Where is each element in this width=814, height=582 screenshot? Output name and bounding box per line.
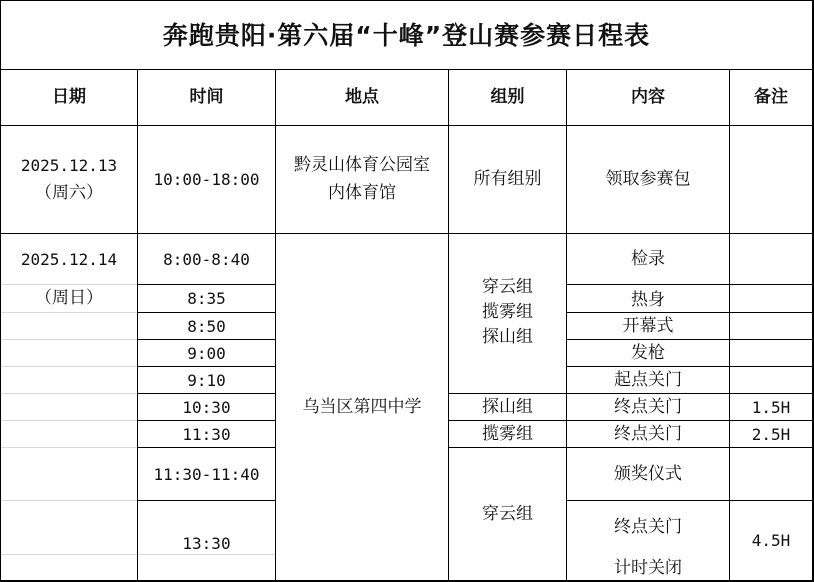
faint-rule-3 [1, 339, 137, 340]
day2-content-5: 起点关门 [614, 370, 682, 390]
day2-time-8: 11:30-11:40 [153, 464, 260, 484]
day2-time-5: 9:10 [187, 370, 226, 390]
header-time: 时间 [189, 87, 224, 107]
day1-place-line2: 内体育馆 [328, 183, 396, 203]
day2-note-2: 2.5H [751, 424, 791, 444]
day2-group-2: 揽雾组 [482, 302, 533, 322]
header-place: 地点 [345, 87, 379, 107]
day2-content-9: 终点关门 [614, 516, 682, 537]
faint-rule-4 [1, 366, 137, 367]
day2-group-3: 探山组 [482, 327, 533, 347]
day1-place-line1: 黔灵山体育公园室 [294, 155, 430, 175]
day2-time-7: 11:30 [182, 424, 231, 444]
day2-content-3: 开幕式 [622, 316, 674, 336]
rule-content-3 [566, 339, 814, 340]
day2-time-4: 9:00 [187, 343, 226, 363]
day1-date: 2025.12.13 [20, 156, 118, 175]
day2-content-1: 检录 [631, 248, 665, 269]
day1-time: 10:00-18:00 [153, 170, 260, 189]
day2-weekday: （周日） [35, 288, 103, 308]
header-notes: 备注 [754, 87, 788, 107]
day2-time-1: 8:00-8:40 [163, 249, 250, 269]
day2-time-3: 8:50 [187, 316, 226, 336]
day2-time-9: 13:30 [182, 533, 231, 553]
faint-rule-7 [1, 447, 137, 448]
day1-content: 领取参赛包 [605, 169, 691, 189]
day2-place: 乌当区第四中学 [302, 396, 422, 417]
day2-date: 2025.12.14 [20, 249, 118, 269]
day2-content-6: 终点关门 [614, 397, 682, 417]
day2-time-6: 10:30 [182, 397, 231, 417]
rule-content-1 [566, 284, 814, 285]
rule-time-8 [137, 500, 275, 501]
faint-rule-9 [1, 554, 137, 555]
day2-group-6: 穿云组 [482, 503, 533, 524]
day2-content-8: 颁奖仪式 [614, 463, 682, 484]
faint-rule-6 [1, 420, 137, 421]
day2-content-7: 终点关门 [614, 424, 682, 444]
document-title: 奔跑贵阳·第六届“十峰”登山赛参赛日程表 [162, 20, 651, 50]
day1-group: 所有组别 [473, 169, 542, 189]
day2-note-3: 4.5H [751, 531, 791, 550]
header-content: 内容 [631, 87, 665, 107]
faint-rule-2 [1, 312, 137, 313]
day2-group-1: 穿云组 [482, 277, 533, 297]
day2-content-4: 发枪 [631, 343, 665, 363]
day2-content-10: 计时关闭 [614, 557, 682, 578]
faint-rule-5 [1, 393, 137, 394]
day2-time-2: 8:35 [187, 289, 226, 308]
header-group: 组别 [490, 87, 525, 107]
day2-group-5: 揽雾组 [482, 423, 533, 444]
day2-group-4: 探山组 [482, 396, 533, 417]
day2-note-1: 1.5H [751, 397, 791, 417]
faint-rule-8 [1, 500, 137, 501]
header-date: 日期 [52, 87, 86, 107]
day2-content-2: 热身 [631, 290, 665, 310]
rule-content-4 [566, 366, 814, 367]
day1-weekday: （周六） [35, 183, 103, 203]
